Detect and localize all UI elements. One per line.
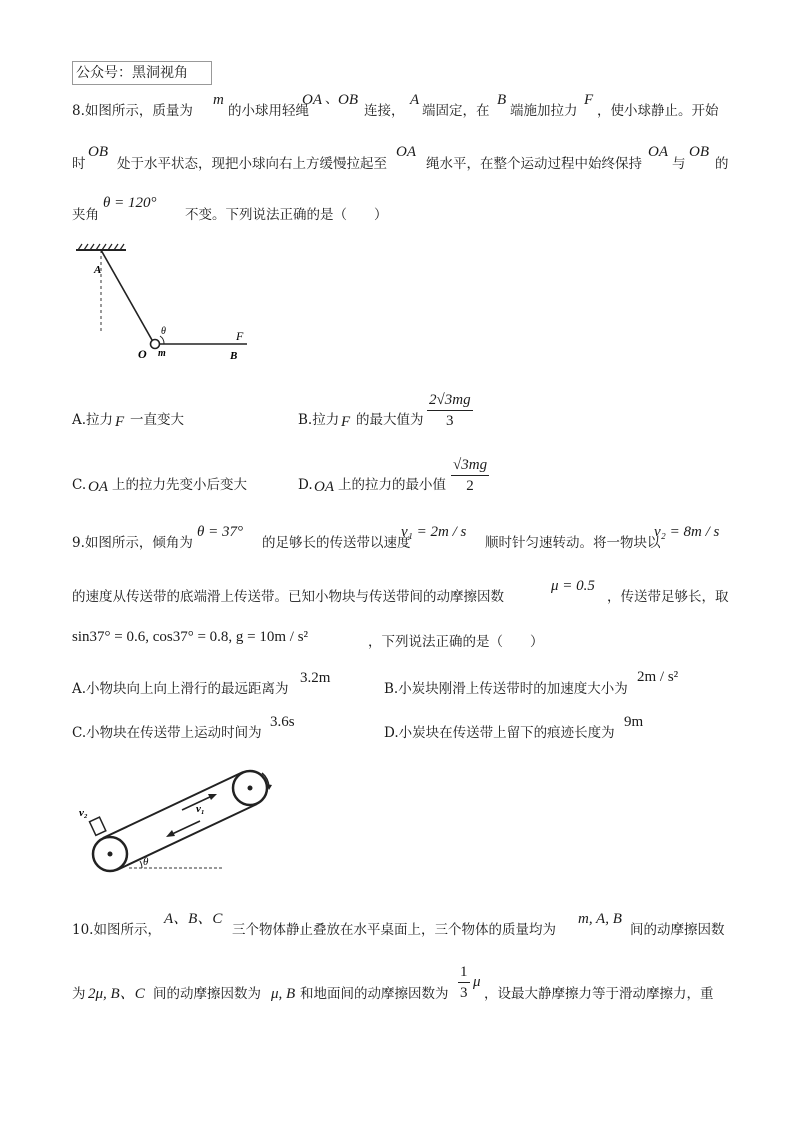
q10-text: 三个物体静止叠放在水平桌面上，三个物体的质量均为 bbox=[232, 922, 556, 938]
q8-text: 绳水平，在整个运动过程中始终保持 bbox=[426, 156, 642, 172]
q9-text: 9.如图所示，倾角为 bbox=[72, 535, 193, 551]
bottom-pulley-axle bbox=[108, 852, 113, 857]
q8-var-OA: OA bbox=[302, 92, 322, 108]
q9-theta-eq: θ = 37° bbox=[197, 524, 243, 540]
fraction-denominator: 3 bbox=[446, 413, 454, 429]
q9-text: ，下列说法正确的是（ ） bbox=[368, 634, 544, 650]
q8-text: 的小球用轻绳 bbox=[228, 103, 309, 119]
q8-text: 端施加拉力 bbox=[510, 103, 578, 119]
q8-var-A: A bbox=[410, 92, 420, 108]
q8-var-OA: OA bbox=[648, 144, 668, 160]
q8-option-d-fraction bbox=[451, 457, 489, 495]
q8-text: 8.如图所示，质量为 bbox=[72, 103, 193, 119]
label-O: O bbox=[138, 347, 147, 361]
q9-figure bbox=[72, 765, 282, 880]
q8-text: 处于水平状态，现把小球向右上方缓慢拉起至 bbox=[117, 156, 387, 172]
q10-fraction bbox=[458, 964, 470, 1002]
q8-text: 连接， bbox=[364, 103, 405, 119]
q9-text: 的速度从传送带的底端滑上传送带。已知小物块与传送带间的动摩擦因数 bbox=[72, 589, 504, 605]
q9-text: 顺时针匀速转动。将一物块以 bbox=[485, 535, 661, 551]
q10-2mu-BC: 2μ, B、C bbox=[88, 986, 145, 1002]
down-arrowhead bbox=[166, 830, 175, 837]
angle-arc bbox=[140, 861, 142, 868]
top-pulley-axle bbox=[248, 786, 253, 791]
belt-top bbox=[103, 772, 243, 838]
q9-v2-eq: v₂ = 8m / s bbox=[654, 524, 720, 540]
q8-option-a-text: 一直变大 bbox=[130, 412, 184, 428]
label-B: B bbox=[230, 350, 238, 362]
q10-text: 和地面间的动摩擦因数为 bbox=[300, 986, 449, 1002]
q8-option-a: A.拉力 bbox=[72, 412, 114, 428]
q9-text: 的足够长的传送带以速度 bbox=[262, 535, 411, 551]
label-F: F bbox=[236, 329, 244, 343]
label-theta: θ bbox=[143, 856, 149, 868]
belt-bottom bbox=[117, 804, 257, 870]
q8-option-b-text: 的最大值为 bbox=[356, 412, 424, 428]
q8-text: 夹角 bbox=[72, 207, 99, 223]
q8-var-OA: OA bbox=[396, 144, 416, 160]
fraction-numerator: 2√3mg bbox=[427, 392, 473, 411]
q9-option-c: C.小物块在传送带上运动时间为 bbox=[72, 725, 262, 741]
q10-mAB: m, A, B bbox=[578, 911, 622, 927]
q9-v1-eq: v₁ = 2m / s bbox=[401, 524, 467, 540]
q8-text: 时 bbox=[72, 156, 86, 172]
q8-text: ，使小球静止。开始 bbox=[597, 103, 719, 119]
watermark-label: 公众号：黑洞视角 bbox=[72, 61, 212, 85]
q9-option-b-value: 2m / s² bbox=[637, 669, 679, 685]
angle-arc bbox=[160, 336, 164, 344]
q8-var-OB: OB bbox=[689, 144, 709, 160]
q10-text: 10.如图所示， bbox=[72, 922, 161, 938]
q8-sep: 、 bbox=[325, 91, 339, 107]
q10-mu-B: μ, B bbox=[271, 986, 296, 1002]
q10-mu: μ bbox=[473, 974, 481, 990]
q10-text: 间的动摩擦因数 bbox=[630, 922, 725, 938]
q8-figure bbox=[72, 240, 272, 370]
rope-OA bbox=[101, 250, 152, 340]
q9-option-b: B.小炭块刚滑上传送带时的加速度大小为 bbox=[384, 681, 628, 697]
q8-var-OB: OB bbox=[338, 92, 358, 108]
q8-var-m: m bbox=[213, 92, 224, 108]
q9-constants: sin37° = 0.6, cos37° = 0.8, g = 10m / s² bbox=[72, 629, 309, 645]
q8-var-F: F bbox=[341, 414, 351, 430]
q8-var-F: F bbox=[115, 414, 125, 430]
q8-theta-eq: θ = 120° bbox=[103, 195, 157, 211]
q8-var-OA: OA bbox=[314, 479, 334, 495]
block bbox=[90, 817, 106, 835]
q8-option-d: D. bbox=[298, 477, 313, 493]
q8-option-c-text: 上的拉力先变小后变大 bbox=[112, 477, 247, 493]
q9-text: ，传送带足够长，取 bbox=[607, 589, 729, 605]
q10-text: 为 bbox=[72, 986, 86, 1002]
q8-var-OA: OA bbox=[88, 479, 108, 495]
q8-var-F: F bbox=[584, 92, 594, 108]
fraction-numerator: √3mg bbox=[451, 457, 489, 476]
q8-option-d-text: 上的拉力的最小值 bbox=[338, 477, 446, 493]
q8-text: 与 bbox=[672, 156, 686, 172]
q9-option-a-value: 3.2m bbox=[300, 670, 331, 686]
q8-text: 不变。下列说法正确的是（ ） bbox=[185, 207, 388, 223]
fraction-numerator: 1 bbox=[458, 964, 470, 983]
q8-var-B: B bbox=[497, 92, 507, 108]
label-v1: v₁ bbox=[196, 803, 205, 815]
fraction-denominator: 2 bbox=[466, 478, 474, 494]
label-A: A bbox=[94, 264, 102, 276]
q8-text: 的 bbox=[715, 156, 729, 172]
q9-option-d-value: 9m bbox=[624, 714, 644, 730]
q8-option-c: C. bbox=[72, 477, 87, 493]
q9-option-c-value: 3.6s bbox=[270, 714, 295, 730]
q10-text: ，设最大静摩擦力等于滑动摩擦力，重 bbox=[484, 986, 714, 1002]
q8-option-b: B.拉力 bbox=[298, 412, 340, 428]
q10-ABC: A、B、C bbox=[164, 911, 223, 927]
q8-text: 端固定，在 bbox=[422, 103, 490, 119]
label-m: m bbox=[158, 348, 166, 359]
q9-mu-eq: μ = 0.5 bbox=[551, 578, 595, 594]
q9-option-a: A.小物块向上向上滑行的最远距离为 bbox=[72, 681, 289, 697]
q8-var-OB: OB bbox=[88, 144, 108, 160]
q10-text: 间的动摩擦因数为 bbox=[153, 986, 261, 1002]
fraction-denominator: 3 bbox=[460, 985, 468, 1001]
q9-option-d: D.小炭块在传送带上留下的痕迹长度为 bbox=[384, 725, 615, 741]
label-theta: θ bbox=[161, 326, 166, 337]
label-v2: v₂ bbox=[79, 807, 88, 819]
q8-option-b-fraction bbox=[427, 392, 473, 430]
